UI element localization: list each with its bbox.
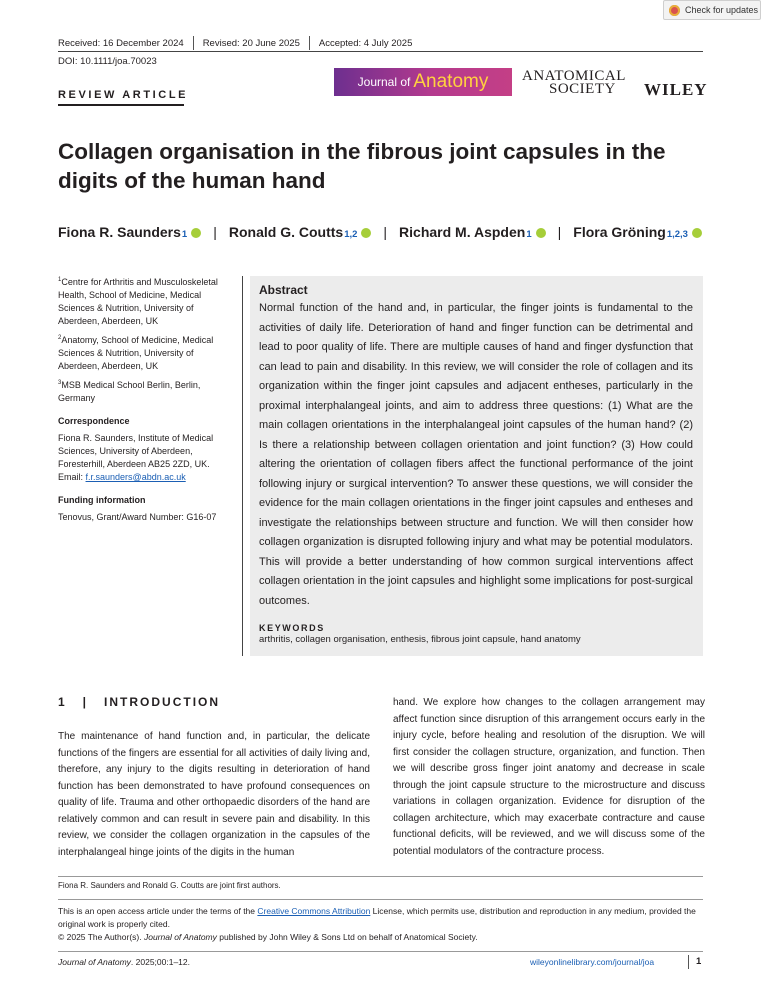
affiliation xyxy=(58,274,233,328)
footer-rule xyxy=(58,951,703,952)
check-for-updates-button[interactable] xyxy=(663,0,761,20)
footer-journal: Journal of Anatomy xyxy=(58,957,131,967)
journal-logo-name: Anatomy xyxy=(413,71,489,92)
article-type: REVIEW ARTICLE xyxy=(58,89,189,101)
abstract-heading: Abstract xyxy=(259,283,308,297)
footnote-rule xyxy=(58,876,703,877)
column-divider xyxy=(242,276,243,656)
abstract-box xyxy=(250,276,703,656)
affiliation xyxy=(58,377,233,405)
correspondence-text: Fiona R. Saunders, Institute of Medical Sciences, University of Aberdeen, Foresterhill, Aberdeen AB25 2ZD, UK. xyxy=(58,433,214,469)
author-list xyxy=(58,224,702,240)
check-for-updates-label: Check for updates xyxy=(685,5,759,15)
orcid-icon[interactable] xyxy=(692,228,702,238)
orcid-icon[interactable] xyxy=(536,228,546,238)
crossmark-icon xyxy=(669,5,680,16)
accepted-date: Accepted: 4 July 2025 xyxy=(318,37,413,49)
footer-citation xyxy=(58,957,190,967)
author-name[interactable]: Richard M. Aspden xyxy=(399,224,526,240)
footer-citation-text: . 2025;00:1–12. xyxy=(130,957,191,967)
author-separator: | xyxy=(213,224,217,240)
orcid-icon[interactable] xyxy=(361,228,371,238)
author-affiliation-sup[interactable]: 1,2 xyxy=(344,229,358,240)
society-line1: ANATOMICAL xyxy=(522,68,626,84)
article-title: Collagen organisation in the fibrous joint capsules in the digits of the human hand xyxy=(58,139,666,193)
keywords-heading: KEYWORDS xyxy=(259,623,325,633)
date-separator xyxy=(193,36,194,50)
intro-column-left: The maintenance of hand function and, in particular, the delicate functions of the fingers are essential for all activities of daily living and, therefore, any injury to the digits resulting in deterioration of hand function has been demonstrated to have profound consequences on quality of life. Trauma and other orthopaedic disorders of the hand are relatively common and can result in severe pain and disability. In this review, we consider the collagen organization in the capsules of the interphalangeal hinge joints of the digits in the human xyxy=(58,731,370,858)
affiliation-number: 2 xyxy=(58,335,62,341)
author-affiliation-sup[interactable]: 1 xyxy=(181,229,188,240)
copyright-post: published by John Wiley & Sons Ltd on behalf of Anatomical Society. xyxy=(216,932,478,942)
affiliation-text: Anatomy, School of Medicine, Medical Sciences & Nutrition, University of Aberdeen, Aberdeen, UK xyxy=(58,335,214,371)
funding-heading: Funding information xyxy=(58,495,146,505)
orcid-icon[interactable] xyxy=(191,228,201,238)
author-separator: | xyxy=(557,224,562,240)
page-number: 1 xyxy=(696,956,702,967)
author-affiliation-sup[interactable]: 1 xyxy=(526,229,532,240)
received-date: Received: 16 December 2024 xyxy=(58,37,184,49)
section-heading: 1 | INTRODUCTION xyxy=(58,695,221,709)
footer-url-link[interactable]: wileyonlinelibrary.com/journal/joa xyxy=(530,957,655,967)
affiliation-text: MSB Medical School Berlin, Berlin, Germany xyxy=(58,380,201,403)
journal-logo[interactable] xyxy=(334,68,512,96)
correspondence-block xyxy=(58,432,233,484)
author-name[interactable]: Ronald G. Coutts xyxy=(228,224,344,240)
anatomical-society-logo xyxy=(522,70,626,96)
header-rule xyxy=(58,51,703,52)
joint-author-footnote: Fiona R. Saunders and Ronald G. Coutts are joint first authors. xyxy=(58,881,281,890)
date-separator xyxy=(309,36,310,50)
article-dates xyxy=(58,36,412,50)
doi[interactable]: DOI: 10.1111/joa.70023 xyxy=(58,56,157,67)
article-type-underline xyxy=(58,104,184,106)
affiliation-number: 3 xyxy=(58,380,62,386)
abstract-body: Normal function of the hand and, in particular, the finger joints is fundamental to the activities of daily life. Deterioration of hand and finger function can be detrimental and lead to poor quality of life. There are multiple causes of hand and finger dysfunction that can lead to pain and disability. In this review, we will consider the role of collagen and its organization within the finger joint capsules and adjacent entheses, particularly in the proximal interphalangeal joints, and aim to address three questions: (1) What are the main collagen orientations in the interphalangeal joint capsules of the human hand? (2) Is there a relationship between collagen orientation and joint function? (3) How could altering the orientation of collagen fibers affect the functional performance of the joint following injury or surgical intervention? To answer these questions, we will consider the evidence for the main collagen orientations in the finger joint capsules and entheses and investigate the relationships between structure and function. We will then consider how collagen organization is disrupted following injury and what may be potential modulators. This will provide a better understanding of how common surgical interventions affect collagen orientation in the joint capsules and highlight some implications for post-surgical outcomes. xyxy=(259,302,693,607)
author-name[interactable]: Fiona R. Saunders xyxy=(58,224,181,240)
cc-license-link[interactable]: Creative Commons Attribution xyxy=(257,906,371,916)
copyright-pre: © 2025 The Author(s). xyxy=(58,932,144,942)
author-name[interactable]: Flora Gröning xyxy=(573,224,666,240)
author-separator: | xyxy=(383,224,388,240)
affiliation-number: 1 xyxy=(58,277,62,283)
keywords: arthritis, collagen organisation, enthesis, fibrous joint capsule, hand anatomy xyxy=(259,634,581,645)
affiliations xyxy=(58,274,233,528)
society-line2: SOCIETY xyxy=(549,81,616,97)
license-rule xyxy=(58,899,703,900)
author-affiliation-sup[interactable]: 1,2,3 xyxy=(666,229,688,240)
affiliation-text: Centre for Arthritis and Musculoskeletal Health, School of Medicine, Medical Sciences & Nutrition, University of Aberdeen, Aberdeen, UK xyxy=(58,277,218,326)
copyright-journal: Journal of Anatomy xyxy=(143,932,217,942)
footer-separator xyxy=(688,955,689,969)
affiliation xyxy=(58,332,233,373)
intro-column-right: hand. We explore how changes to the collagen arrangement may affect function since disruption of this arrangement occurs early in the injury cycle, before healing and resolution of the disruption. We will first consider the collagen structure, organization, and function. Then we will describe gross finger joint anatomy and decrease in scale through the joint capsule structure to the microstructure and discuss variations in collagen organization. Evidence for disruption of the collagen architecture, which may exacerbate contracture and cause functional deficits, will be reviewed, and we will discuss some of the potential modulators of the contracture process. xyxy=(393,697,705,857)
email-label: Email: xyxy=(58,472,84,482)
license-pre: This is an open access article under the terms of the xyxy=(58,906,258,916)
email-link[interactable]: f.r.saunders@abdn.ac.uk xyxy=(85,472,186,482)
funding-text: Tenovus, Grant/Award Number: G16-07 xyxy=(58,512,217,522)
journal-logo-prefix: Journal of xyxy=(357,75,411,89)
license-block xyxy=(58,905,703,944)
revised-date: Revised: 20 June 2025 xyxy=(202,37,300,49)
license-post: License, which permits use, distribution and reproduction in any medium, provided the original work is properly cited. xyxy=(58,906,696,929)
wiley-logo: WILEY xyxy=(644,80,708,99)
correspondence-heading: Correspondence xyxy=(58,416,130,426)
